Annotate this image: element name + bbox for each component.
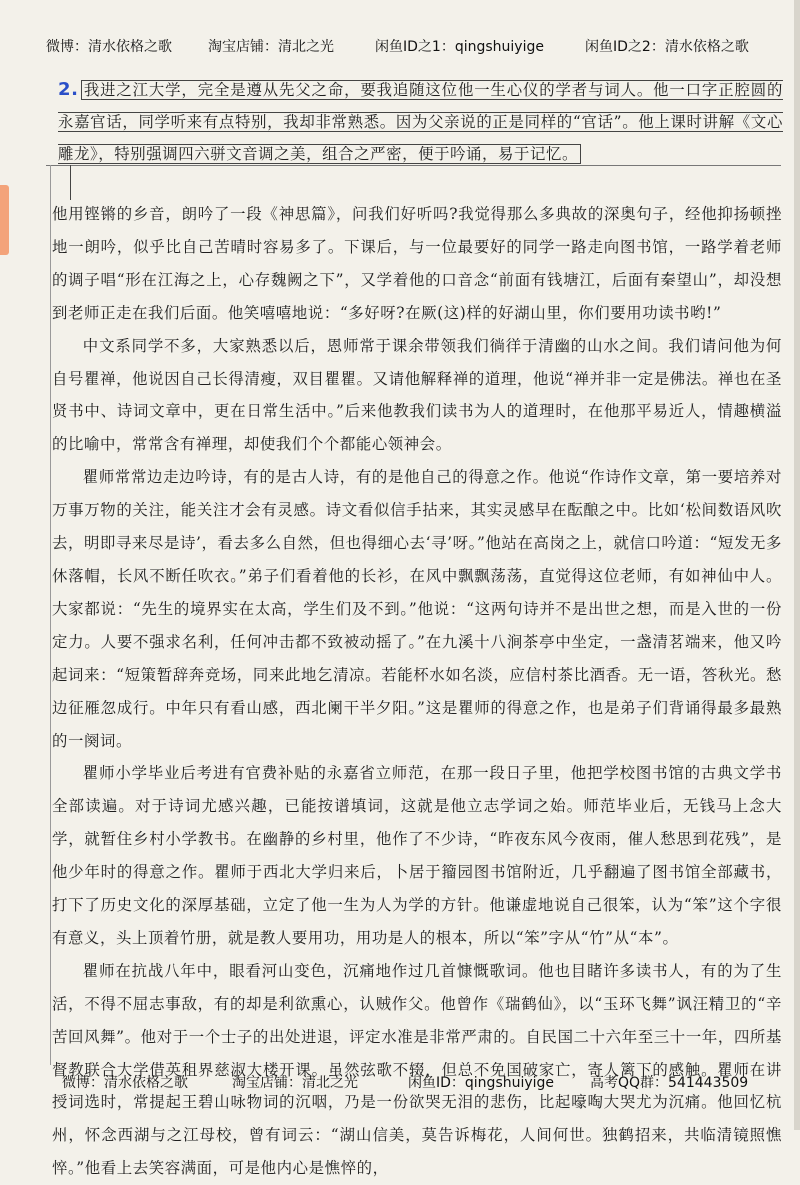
page-footer <box>0 1072 800 1096</box>
paragraph-1: 他用铿锵的乡音，朗吟了一段《神思篇》，问我们好听吗?我觉得那么多典故的深奥句子，经他抑扬顿挫地一朗吟，似乎比自己苦晴时容易多了。下课后，与一位最要好的同学一路走向图书馆，一路学着老师的调子唱“形在江海之上，心存魏阙之下”，又学着他的口音念“前面有钱塘江，后面有秦望山”，却没想到老师正走在我们后面。他笑嘻嘻地说：“多好呀?在厥(这)样的好湖山里，你们要用功读书哟!” <box>52 205 782 322</box>
page-header <box>0 36 800 60</box>
footer-taobao: 淘宝店铺：清北之光 <box>232 1075 358 1091</box>
article-body <box>52 198 782 1185</box>
paragraph-2: 中文系同学不多，大家熟悉以后，恩师常于课余带领我们徜徉于清幽的山水之间。我们请问他为何自号瞿禅，他说因自己长得清瘦，双目瞿瞿。又请他解释禅的道理，他说“禅并非一定是佛法。禅也在圣贤书中、诗词文章中，更在日常生活中。”后来他教我们读书为人的道理时，在他那平易近人，情趣横溢的比喻中，常常含有禅理，却使我们个个都能心领神会。 <box>52 336 782 454</box>
footer-qq: 高考QQ群：541443509 <box>590 1075 749 1091</box>
header-xianyu-1: 闲鱼ID之1：qingshuiyige <box>375 39 544 55</box>
page-edge <box>794 0 800 1130</box>
header-xianyu-2: 闲鱼ID之2：清水依格之歌 <box>585 39 749 55</box>
footer-weibo: 微博：清水依格之歌 <box>62 1075 188 1091</box>
paragraph-4: 瞿师小学毕业后考进有官费补贴的永嘉省立师范，在那一段日子里，他把学校图书馆的古典文学书全部读遍。对于诗词尤感兴趣，已能按谱填词，这就是他立志学词之始。师范毕业后，无钱马上念大学，就暂住乡村小学教书。在幽静的乡村里，他作了不少诗，“昨夜东风今夜雨，催人愁思到花残”，是他少年时的得意之作。瞿师于西北大学归来后，卜居于籀园图书馆附近，几乎翻遍了图书馆全部藏书，打下了历史文化的深厚基础，立定了他一生为人为学的方针。他谦虚地说自己很笨，认为“笨”这个字很有意义，头上顶着竹册，就是教人要用功，用功是人的根本，所以“笨”字从“竹”从“本”。 <box>52 764 782 947</box>
paragraph-5: 瞿师在抗战八年中，眼看河山变色，沉痛地作过几首慷慨歌词。他也目睹许多读书人，有的为了生活，不得不屈志事敌，有的却是利欲熏心，认贼作父。他曾作《瑞鹤仙》，以“玉环飞舞”讽汪精卫的“辛苦回风舞”。他对于一个士子的出处进退，评定水准是非常严肃的。自民国二十六年至三十一年，四所基督教联合大学借英租界慈淑大楼开课。虽然弦歌不辍，但总不免国破家亡，寄人篱下的感触。瞿师在讲授词选时，常提起王碧山咏物词的沉咽，乃是一份欲哭无泪的悲伤，比起嚎啕大哭尤为沉痛。他回忆杭州，怀念西湖与之江母校，曾有词云：“湖山信美，莫告诉梅花，人间何世。独鹤招来，共临清镜照憔悴。”他看上去笑容满面，可是他内心是憔悴的， <box>52 961 782 1178</box>
header-taobao: 淘宝店铺：清北之光 <box>208 39 334 55</box>
margin-rule <box>50 165 51 1065</box>
sticky-tab <box>0 185 9 255</box>
intro-text: 我进之江大学，完全是遵从先父之命，要我追随这位他一生心仪的学者与词人。他一口字正腔圆的永嘉官话，同学听来有点特别，我却非常熟悉。因为父亲说的正是同样的“官话”。他上课时讲解《文心雕龙》，特别强调四六骈文音调之美，组合之严密，便于吟诵，易于记忆。 <box>58 81 783 163</box>
intro-paragraph <box>58 74 783 170</box>
footer-xianyu: 闲鱼ID：qingshuiyige <box>408 1075 555 1091</box>
margin-rule-short <box>70 165 71 200</box>
header-weibo: 微博：清水依格之歌 <box>46 39 172 55</box>
intro-block <box>58 74 783 170</box>
question-number: 2. <box>58 79 79 100</box>
paragraph-3: 瞿师常常边走边吟诗，有的是古人诗，有的是他自己的得意之作。他说“作诗作文章，第一要培养对万事万物的关注，能关注才会有灵感。诗文看似信手拈来，其实灵感早在酝酿之中。比如‘松间数语风吹去，明即寻来尽是诗’，看去多么自然，但也得细心去‘寻’呀。”他站在高岗之上，就信口吟道：“短发无多休落帽，长风不断任吹衣。”弟子们看着他的长衫，在风中飘飘荡荡，直觉得这位老师，有如神仙中人。大家都说：“先生的境界实在太高，学生们及不到。”他说：“这两句诗并不是出世之想，而是入世的一份定力。人要不强求名利，任何冲击都不致被动摇了。”在九溪十八涧茶亭中坐定，一盏清茗端来，他又吟起词来：“短策暂辞奔竞场，同来此地乞清凉。若能杯水如名淡，应信村茶比酒香。无一语，答秋光。愁边征雁忽成行。中年只有看山感，西北阑干半夕阳。”这是瞿师的得意之作，也是弟子们背诵得最多最熟的一阕词。 <box>52 468 782 750</box>
